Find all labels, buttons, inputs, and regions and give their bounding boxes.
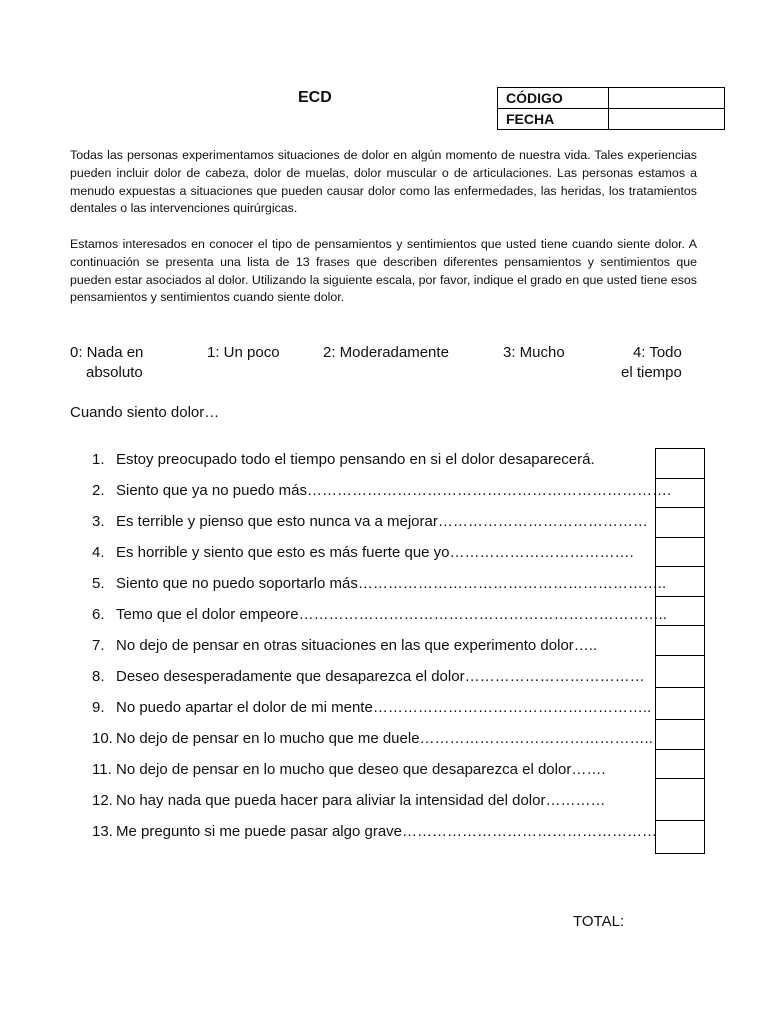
item-text: Temo que el dolor empeore……………………………………………………………….. <box>116 606 667 623</box>
answer-box[interactable] <box>655 749 705 779</box>
scale-option-label: 0: Nada en <box>70 344 144 361</box>
list-item <box>92 661 652 692</box>
scale-option-2 <box>323 343 449 363</box>
list-item <box>92 475 672 506</box>
item-text: No puedo apartar el dolor de mi mente……………………………………………….. <box>116 699 652 716</box>
codigo-label: CÓDIGO <box>498 88 609 109</box>
answer-box[interactable] <box>655 687 705 720</box>
item-number: 9. <box>92 699 105 716</box>
scale-option-3 <box>503 343 565 363</box>
codigo-field[interactable] <box>609 88 725 109</box>
item-number: 12. <box>92 792 113 809</box>
item-number: 3. <box>92 513 105 530</box>
list-item <box>92 506 652 537</box>
list-item <box>92 723 652 754</box>
list-item <box>92 630 652 661</box>
total-label: TOTAL: <box>573 913 625 930</box>
answer-box[interactable] <box>655 537 705 567</box>
list-item <box>92 692 652 723</box>
scale-option-label: absoluto <box>86 364 143 381</box>
list-item <box>92 754 652 785</box>
answer-box[interactable] <box>655 478 705 508</box>
item-number: 11. <box>92 761 112 778</box>
item-text: Es horrible y siento que esto es más fuerte que yo………………………………. <box>116 544 634 561</box>
scale-option-1 <box>207 343 280 363</box>
item-text: No hay nada que pueda hacer para aliviar la intensidad del dolor………… <box>116 792 606 809</box>
item-text: Me pregunto si me puede pasar algo grave…………………………………………… <box>116 823 658 840</box>
header-table <box>497 87 725 130</box>
item-text: No dejo de pensar en lo mucho que me duele……………………………………….. <box>116 730 653 747</box>
item-text: Estoy preocupado todo el tiempo pensando en si el dolor desaparecerá. <box>116 451 595 468</box>
scale-option-label: 3: Mucho <box>503 344 565 361</box>
intro-paragraph-1: Todas las personas experimentamos situaciones de dolor en algún momento de nuestra vida. Tales experiencias pueden incluir dolor de cabeza, dolor de muelas, dolor muscular o de articulaciones. Las personas estamos a menudo expuestas a situaciones que pueden causar dolor como las enfermedades, las heridas, los tratamientos dentales o las intervenciones quirúrgicas. <box>70 148 697 216</box>
item-text: Siento que no puedo soportarlo más…………………………………………………….. <box>116 575 667 592</box>
list-item <box>92 599 667 630</box>
answer-box[interactable] <box>655 566 705 597</box>
item-text: Deseo desesperadamente que desaparezca el dolor……………………………… <box>116 668 645 685</box>
answer-box[interactable] <box>655 596 705 626</box>
answer-box[interactable] <box>655 448 705 479</box>
item-number: 6. <box>92 606 105 623</box>
fecha-label: FECHA <box>498 109 609 130</box>
list-item <box>92 537 652 568</box>
items-intro: Cuando siento dolor… <box>70 404 220 421</box>
item-number: 7. <box>92 637 105 654</box>
fecha-field[interactable] <box>609 109 725 130</box>
list-item <box>92 816 658 847</box>
answer-box[interactable] <box>655 778 705 821</box>
list-item <box>92 568 667 599</box>
answer-box[interactable] <box>655 655 705 688</box>
item-text: No dejo de pensar en lo mucho que deseo que desaparezca el dolor……. <box>116 761 606 778</box>
scale-option-label: 2: Moderadamente <box>323 344 449 361</box>
item-number: 13. <box>92 823 113 840</box>
list-item <box>92 444 652 475</box>
answer-box[interactable] <box>655 820 705 854</box>
item-number: 4. <box>92 544 105 561</box>
intro-paragraph-2: Estamos interesados en conocer el tipo de pensamientos y sentimientos que usted tiene cuando siente dolor. A continuación se presenta una lista de 13 frases que describen diferentes pensamientos y sentimientos que pueden estar asociados al dolor. Utilizando la siguiente escala, por favor, indique el grado en que usted tiene esos pensamientos y sentimientos cuando siente dolor. <box>70 237 697 305</box>
answer-box[interactable] <box>655 719 705 750</box>
item-number: 2. <box>92 482 105 499</box>
item-text: No dejo de pensar en otras situaciones en las que experimento dolor….. <box>116 637 598 654</box>
item-number: 8. <box>92 668 105 685</box>
item-number: 5. <box>92 575 105 592</box>
item-text: Siento que ya no puedo más………………………………………………………………. <box>116 482 672 499</box>
item-text: Es terrible y pienso que esto nunca va a mejorar…………………………………… <box>116 513 648 530</box>
scale-option-label: el tiempo <box>621 364 682 381</box>
item-number: 1. <box>92 451 105 468</box>
scale-option-label: 1: Un poco <box>207 344 280 361</box>
list-item <box>92 785 652 816</box>
page-title: ECD <box>298 89 332 106</box>
answer-box[interactable] <box>655 625 705 656</box>
answer-box[interactable] <box>655 507 705 538</box>
scale-option-label: 4: Todo <box>632 344 682 361</box>
item-number: 10. <box>92 730 113 747</box>
scale-option-4 <box>621 343 682 383</box>
scale-option-0 <box>70 343 195 383</box>
